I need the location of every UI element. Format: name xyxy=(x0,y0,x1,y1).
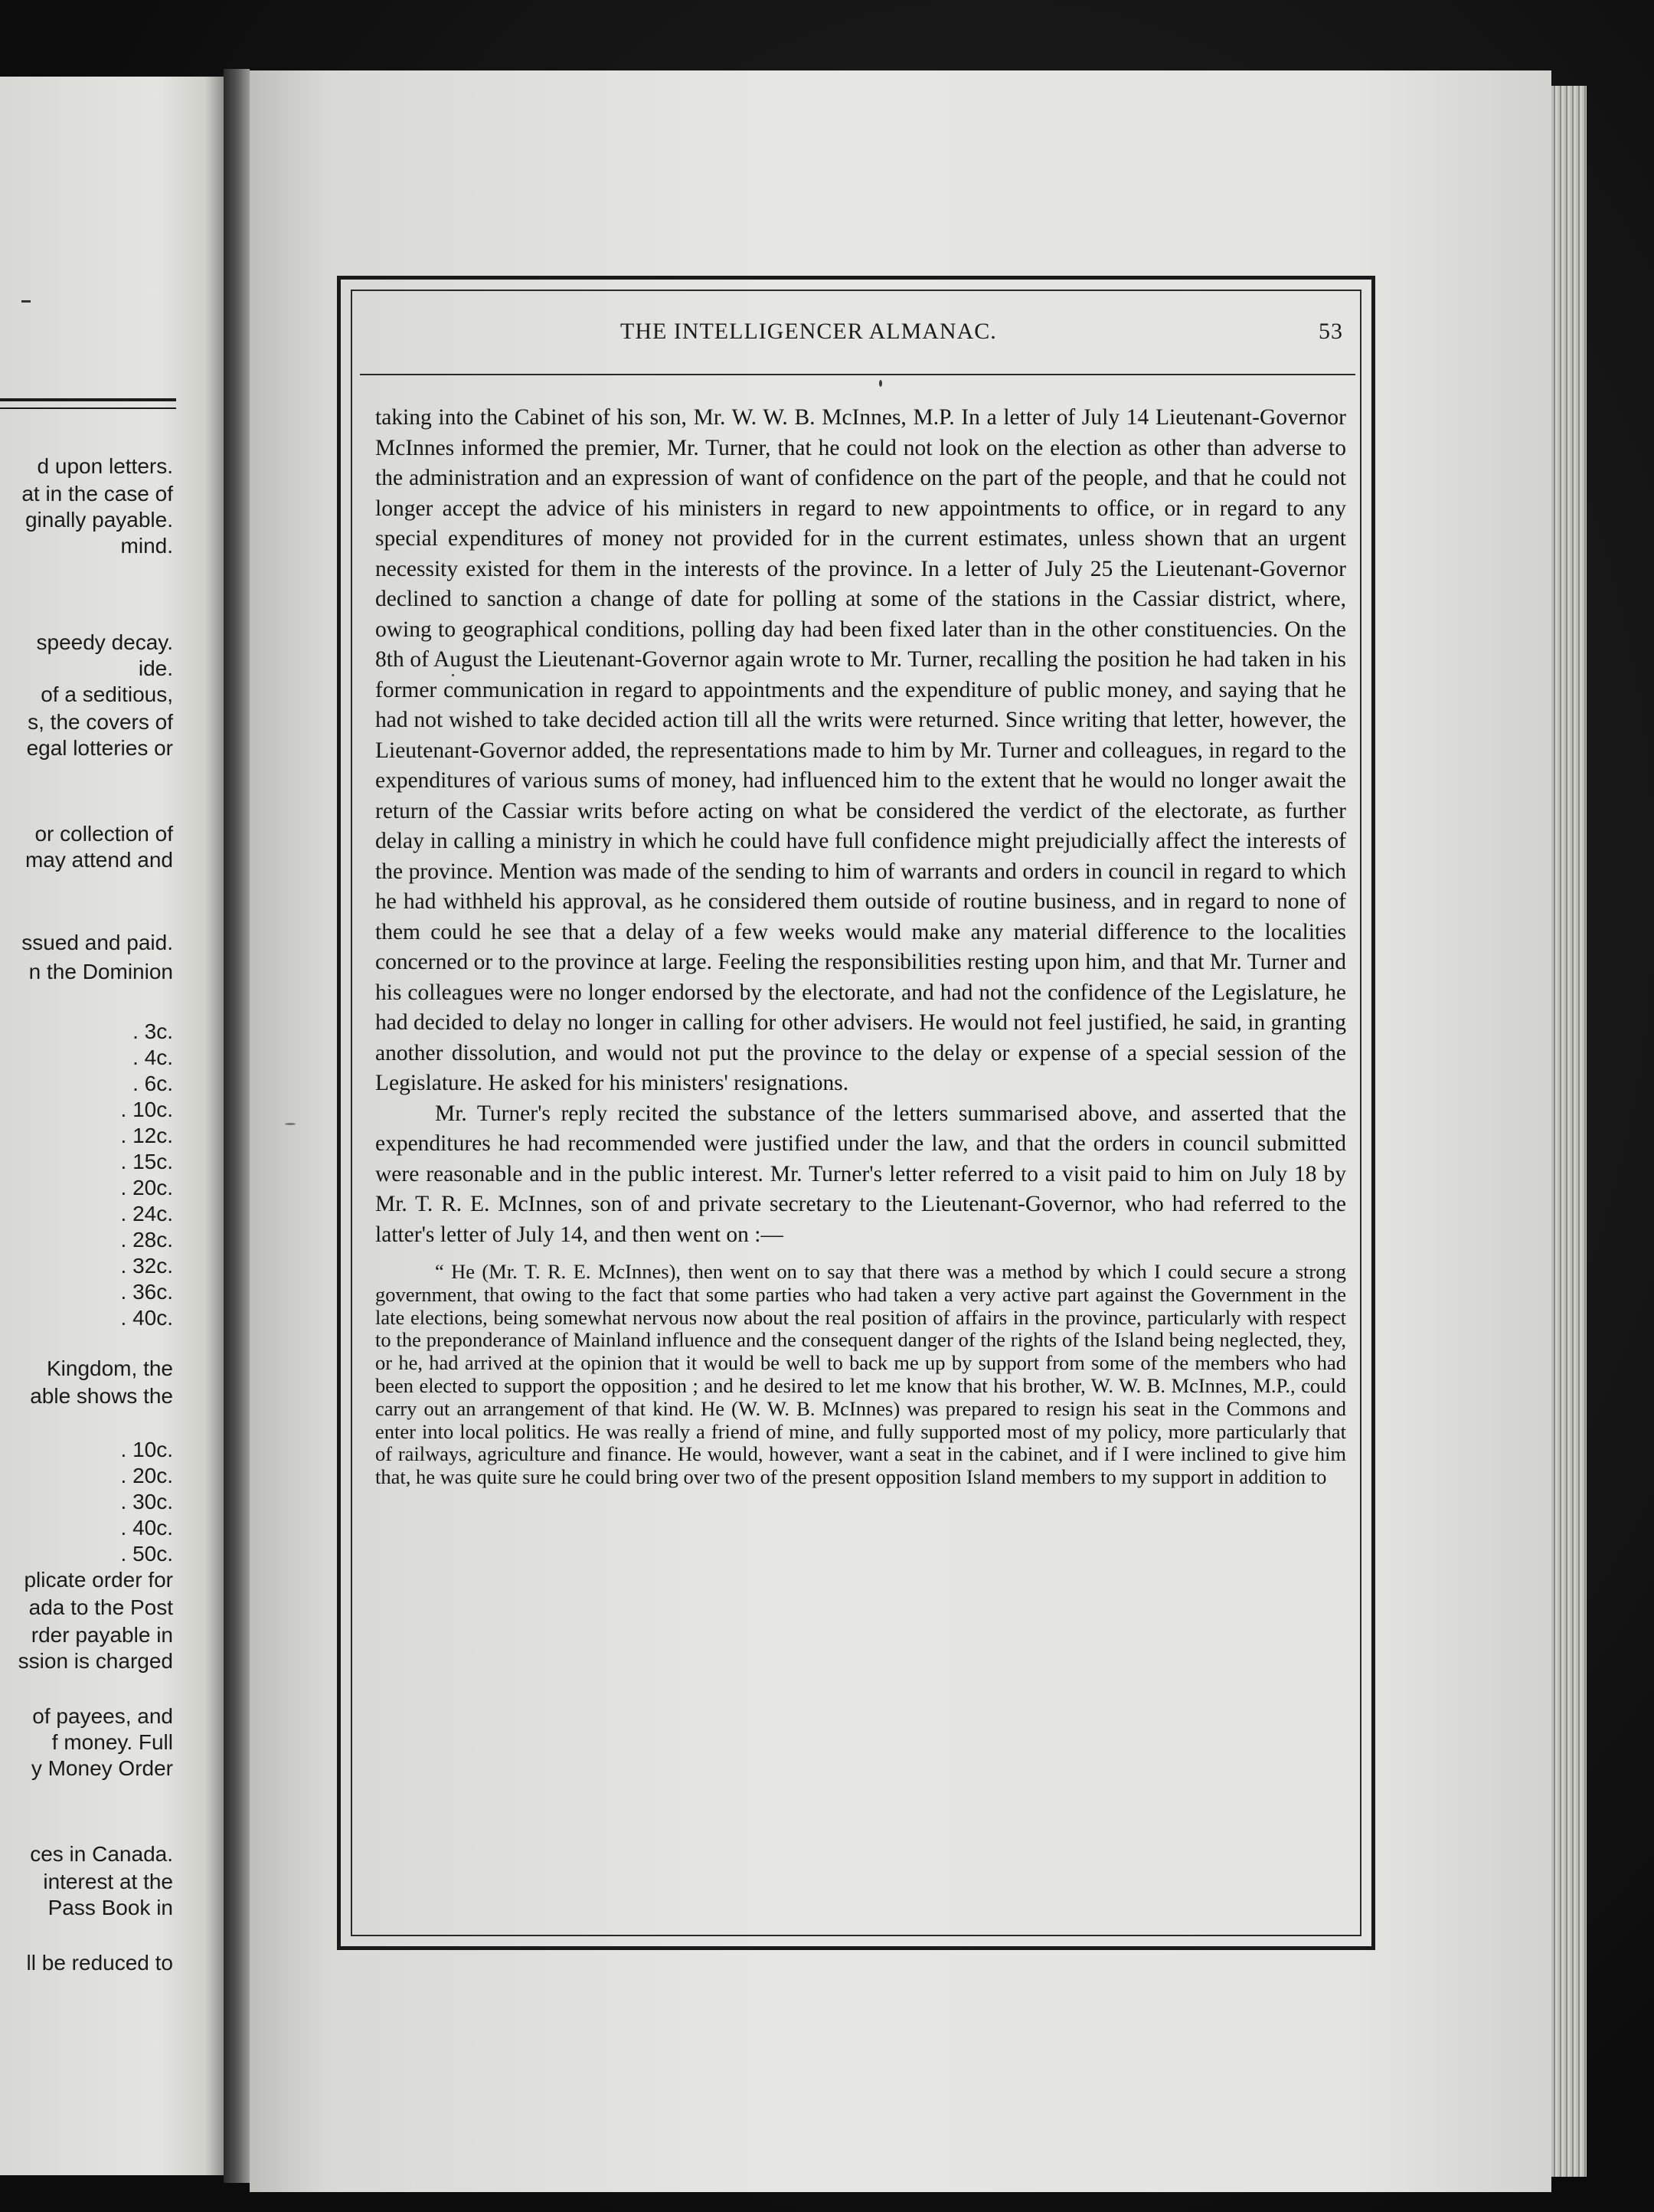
page-edges xyxy=(1551,86,1587,2177)
left-page-line: at in the case of xyxy=(21,482,173,506)
left-page-line: n the Dominion xyxy=(28,960,173,983)
left-page-line: or collection of xyxy=(34,822,173,846)
left-page-rule-thin xyxy=(0,407,176,409)
left-page-line: speedy decay. xyxy=(36,630,173,654)
left-page-line: mind. xyxy=(120,534,173,558)
left-page-line: . 4c. xyxy=(132,1045,173,1069)
left-page-line: . 6c. xyxy=(132,1072,173,1095)
left-page-line: . 30c. xyxy=(120,1490,173,1513)
left-page-line: . 40c. xyxy=(120,1306,173,1330)
running-title: THE INTELLIGENCER ALMANAC. xyxy=(620,319,997,344)
left-page-line: . 20c. xyxy=(120,1464,173,1487)
left-page-line: . 40c. xyxy=(120,1516,173,1540)
left-page-line: . 32c. xyxy=(120,1254,173,1278)
left-page-line: . 15c. xyxy=(120,1150,173,1173)
left-page-line: . 12c. xyxy=(120,1124,173,1147)
left-page-line: rder payable in xyxy=(31,1623,173,1647)
article-body xyxy=(375,403,1346,1489)
left-page-line: Pass Book in xyxy=(47,1896,173,1919)
paragraph-1: taking into the Cabinet of his son, Mr. W. W. B. McInnes, M.P. In a letter of July 14 Lieutenant-Governor McInnes informed the premier, Mr. Turner, that he could not look on the election as other than adverse to the administration and an expression of want of confidence on the part of the people, and that he could not longer accept the advice of his ministers in regard to new appointments to office, or in regard to any special expenditures of money not provided for in the current estimates, unless shown that an urgent necessity existed for them in the interests of the province. In a letter of July 25 the Lieutenant-Governor declined to sanction a change of date for polling at some of the stations in the Cassiar district, where, owing to geographical conditions, polling day had been fixed later than in the other constituencies. On the 8th of August the Lieutenant-Governor again wrote to Mr. Turner, recalling the position he had taken in his former communication in regard to appointments and the expenditure of public money, and saying that he had not wished to take decided action till all the writs were returned. Since writing that letter, however, the Lieutenant-Governor added, the representations made to him by Mr. Turner and colleagues, in regard to the expenditures of various sums of money, had influenced him to the extent that he would no longer await the return of the Cassiar writs before acting on what be considered the verdict of the electorate, as further delay in calling a ministry in which he could have full confidence might prejudicially affect the interests of the province. Mention was made of the sending to him of warrants and orders in council in regard to which he had withheld his approval, as he considered them outside of routine business, and in regard to none of them could he see that a delay of a few weeks would make any material difference to the localities concerned or to the province at large. Feeling the responsibilities resting upon him, and that Mr. Turner and his colleagues were no longer endorsed by the electorate, and had not the confidence of the Legislature, he had decided to delay no longer in calling for other advisers. He would not feel justified, he said, in granting another dissolution, and would not put the province to the delay or expense of a special session of the Legislature. He asked for his ministers' resignations. xyxy=(375,405,1346,1095)
left-page-line: of payees, and xyxy=(32,1704,173,1728)
left-page-line: ssued and paid. xyxy=(21,931,173,954)
page-number: 53 xyxy=(1319,319,1343,344)
left-page-line: interest at the xyxy=(43,1870,173,1893)
left-page-line: ll be reduced to xyxy=(26,1951,173,1975)
running-header xyxy=(360,319,1355,357)
left-page-rule xyxy=(0,398,176,401)
left-page-line: plicate order for xyxy=(24,1568,173,1592)
left-page-dash xyxy=(21,300,31,303)
left-page-line: may attend and xyxy=(25,848,173,872)
left-page-line: . 36c. xyxy=(120,1280,173,1304)
left-page-line: . 20c. xyxy=(120,1176,173,1199)
left-page-line: ada to the Post xyxy=(28,1595,173,1619)
header-rule xyxy=(360,374,1355,375)
left-page-line: . 10c. xyxy=(120,1438,173,1461)
block-quote: “ He (Mr. T. R. E. McInnes), then went on to say that there was a method by which I could secure a strong government, that owing to the fact that some parties who had taken a very active part against the Government in the late elections, being somewhat nervous now about the real position of affairs in the province, particularly with respect to the preponderance of Mainland influence and the consequent danger of the rights of the Island being neglected, they, or he, had arrived at the opinion that it would be well to back me up by support from some of the members who had been elected to support the opposition ; and he desired to let me know that his brother, W. W. B. McInnes, M.P., could carry out an arrangement of that kind. He (W. W. B. McInnes) was prepared to resign his seat in the Commons and enter into local politics. He was really a friend of mine, and fully supported most of my policy, more particularly that of railways, agriculture and finance. He would, however, want a seat in the cabinet, and if I were inclined to give him that, he was quite sure he could bring over two of the present opposition Island members to my support in addition to xyxy=(375,1260,1346,1489)
book-gutter xyxy=(224,69,250,2183)
left-page-line: s, the covers of xyxy=(28,710,173,734)
paragraph-2: Mr. Turner's reply recited the substance of the letters summarised above, and asserted that the expenditures he had recommended were justified under the law, and that the orders in council submitted were reasonable and in the public interest. Mr. Turner's letter referred to a visit paid to him on July 18 by Mr. T. R. E. McInnes, son of and private secretary to the Lieutenant-Governor, who had referred to the latter's letter of July 14, and then went on :— xyxy=(375,1101,1346,1247)
left-page-line: y Money Order xyxy=(31,1756,173,1780)
left-page-line: able shows the xyxy=(30,1384,173,1408)
left-page-line: egal lotteries or xyxy=(26,736,173,760)
left-page-line: of a seditious, xyxy=(41,682,173,706)
left-page-line: ginally payable. xyxy=(25,508,173,532)
left-page-line: . 3c. xyxy=(132,1019,173,1043)
left-page-line: Kingdom, the xyxy=(47,1356,173,1380)
facing-page-left xyxy=(0,77,224,2175)
left-page-line: f money. Full xyxy=(51,1730,173,1754)
left-page-line: . 28c. xyxy=(120,1228,173,1252)
left-page-line: . 10c. xyxy=(120,1098,173,1121)
left-page-line: d upon letters. xyxy=(37,454,173,478)
left-page-line: ssion is charged xyxy=(18,1649,173,1673)
left-page-line: . 24c. xyxy=(120,1202,173,1225)
left-page-line: . 50c. xyxy=(120,1542,173,1566)
left-page-line: ces in Canada. xyxy=(30,1842,173,1866)
left-page-line: ide. xyxy=(138,656,173,680)
